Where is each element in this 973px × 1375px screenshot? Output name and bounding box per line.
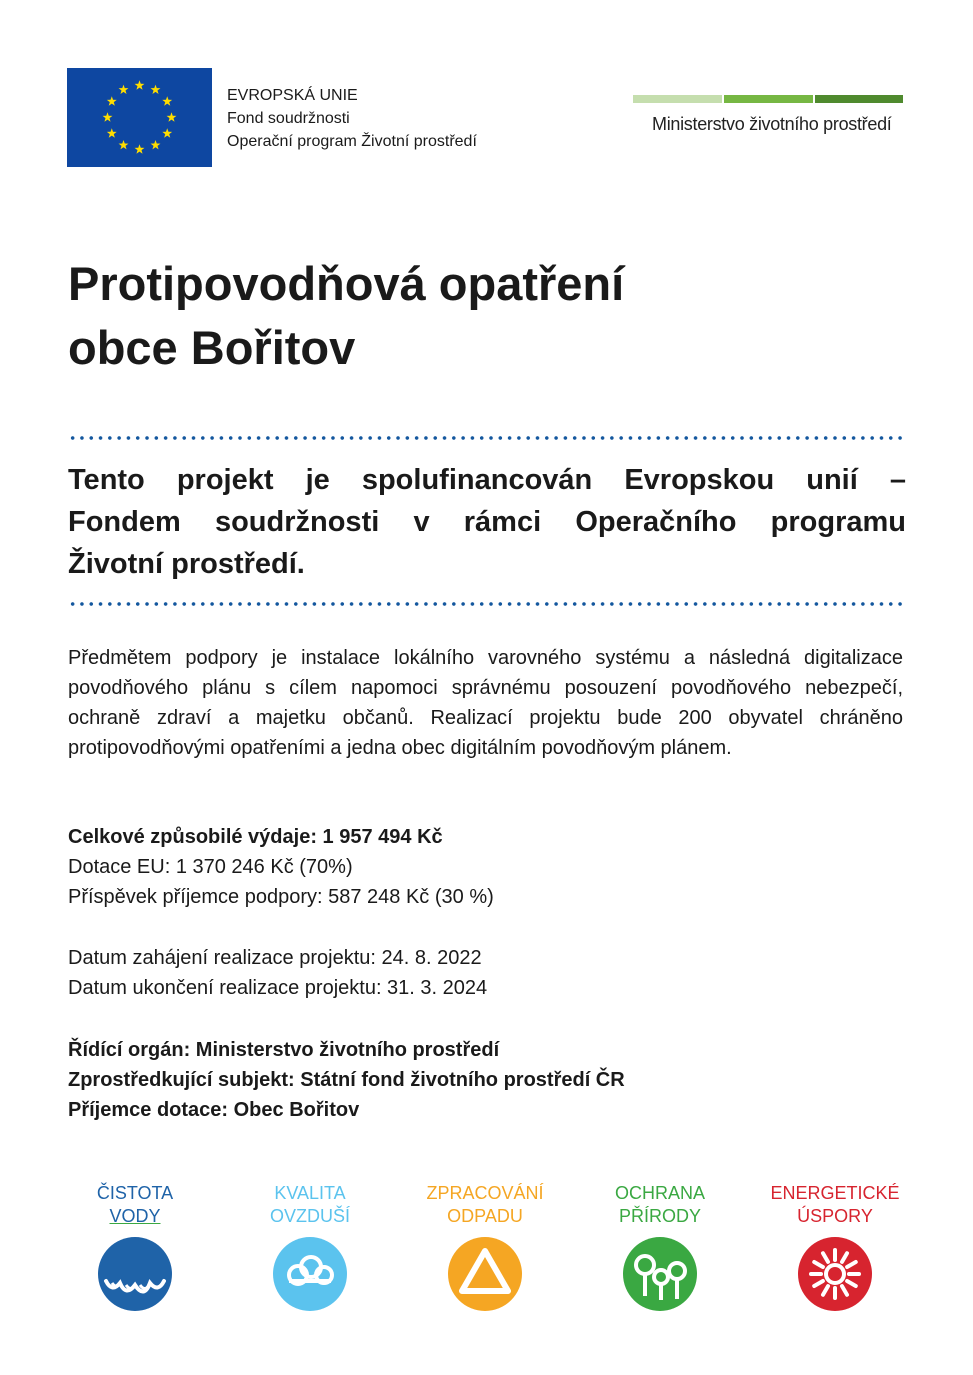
icon-label-line-1: ENERGETICKÉ	[770, 1183, 900, 1203]
icon-nature-protection	[585, 1182, 735, 1311]
title-line-2: obce Bořitov	[68, 321, 356, 374]
recycle-icon	[448, 1237, 522, 1311]
icon-label-line-2: PŘÍRODY	[618, 1206, 701, 1226]
icon-energy-savings	[760, 1182, 910, 1311]
eu-program-text	[227, 84, 477, 153]
project-dates	[68, 943, 487, 1003]
eu-flag-logo	[67, 68, 212, 167]
start-date: Datum zahájení realizace projektu: 24. 8. 2022	[68, 947, 482, 969]
subtitle-line-1: Tento projekt je spolufinancován Evropskou unií –	[68, 464, 906, 496]
icon-clean-water	[60, 1182, 210, 1311]
dotted-divider-bottom	[68, 601, 905, 607]
water-icon	[98, 1237, 172, 1311]
subtitle-line-3: Životní prostředí.	[68, 548, 305, 580]
icon-air-quality	[235, 1182, 385, 1311]
eu-line-1: EVROPSKÁ UNIE	[227, 87, 358, 104]
page-title	[68, 252, 908, 380]
recipient-contribution: Příspěvek příjemce podpory: 587 248 Kč (30 %)	[68, 886, 494, 908]
cloud-icon	[273, 1237, 347, 1311]
icon-label-line-2: VODY	[109, 1206, 161, 1226]
icon-label-line-1: OCHRANA	[614, 1183, 705, 1203]
eu-subsidy: Dotace EU: 1 370 246 Kč (70%)	[68, 856, 353, 878]
dotted-divider-top	[68, 435, 905, 441]
sun-icon	[798, 1237, 872, 1311]
grant-recipient: Příjemce dotace: Obec Bořitov	[68, 1099, 360, 1121]
title-line-1: Protipovodňová opatření	[68, 257, 625, 310]
icon-label-line-2: ODPADU	[447, 1206, 523, 1226]
eu-stars-icon	[67, 68, 212, 167]
icon-label-line-2: OVZDUŠÍ	[269, 1206, 350, 1226]
ministry-name: Ministerstvo životního prostředí	[652, 114, 892, 134]
cofinancing-statement	[68, 459, 906, 585]
subtitle-line-2: Fondem soudržnosti v rámci Operačního programu	[68, 506, 906, 538]
icon-label-line-1: KVALITA	[274, 1183, 346, 1203]
managing-authority: Řídící orgán: Ministerstvo životního prostředí	[68, 1039, 500, 1061]
intermediary-body: Zprostředkující subjekt: Státní fond životního prostředí ČR	[68, 1069, 625, 1091]
icon-label-line-2: ÚSPORY	[797, 1206, 873, 1226]
icon-label-line-1: ZPRACOVÁNÍ	[426, 1183, 544, 1203]
cost-summary	[68, 822, 494, 912]
eu-line-3: Operační program Životní prostředí	[227, 133, 477, 150]
tree-icon	[623, 1237, 697, 1311]
eu-line-2: Fond soudržnosti	[227, 110, 350, 127]
ministry-logo-bars	[633, 95, 903, 103]
end-date: Datum ukončení realizace projektu: 31. 3. 2024	[68, 977, 488, 999]
organizations	[68, 1035, 625, 1125]
icon-waste-processing	[410, 1182, 560, 1311]
icon-label-line-1: ČISTOTA	[96, 1183, 174, 1203]
project-description: Předmětem podpory je instalace lokálního varovného systému a následná digitalizace povodňového plánu s cílem napomoci správnému posouzení povodňového nebezpečí, ochraně zdraví a majetku občanů. Realizací projektu bude 200 obyvatel chráněno protipovodňovými opatřeními a jedna obec digitálním povodňovým plánem.	[68, 647, 903, 759]
total-costs: Celkové způsobilé výdaje: 1 957 494 Kč	[68, 826, 443, 848]
